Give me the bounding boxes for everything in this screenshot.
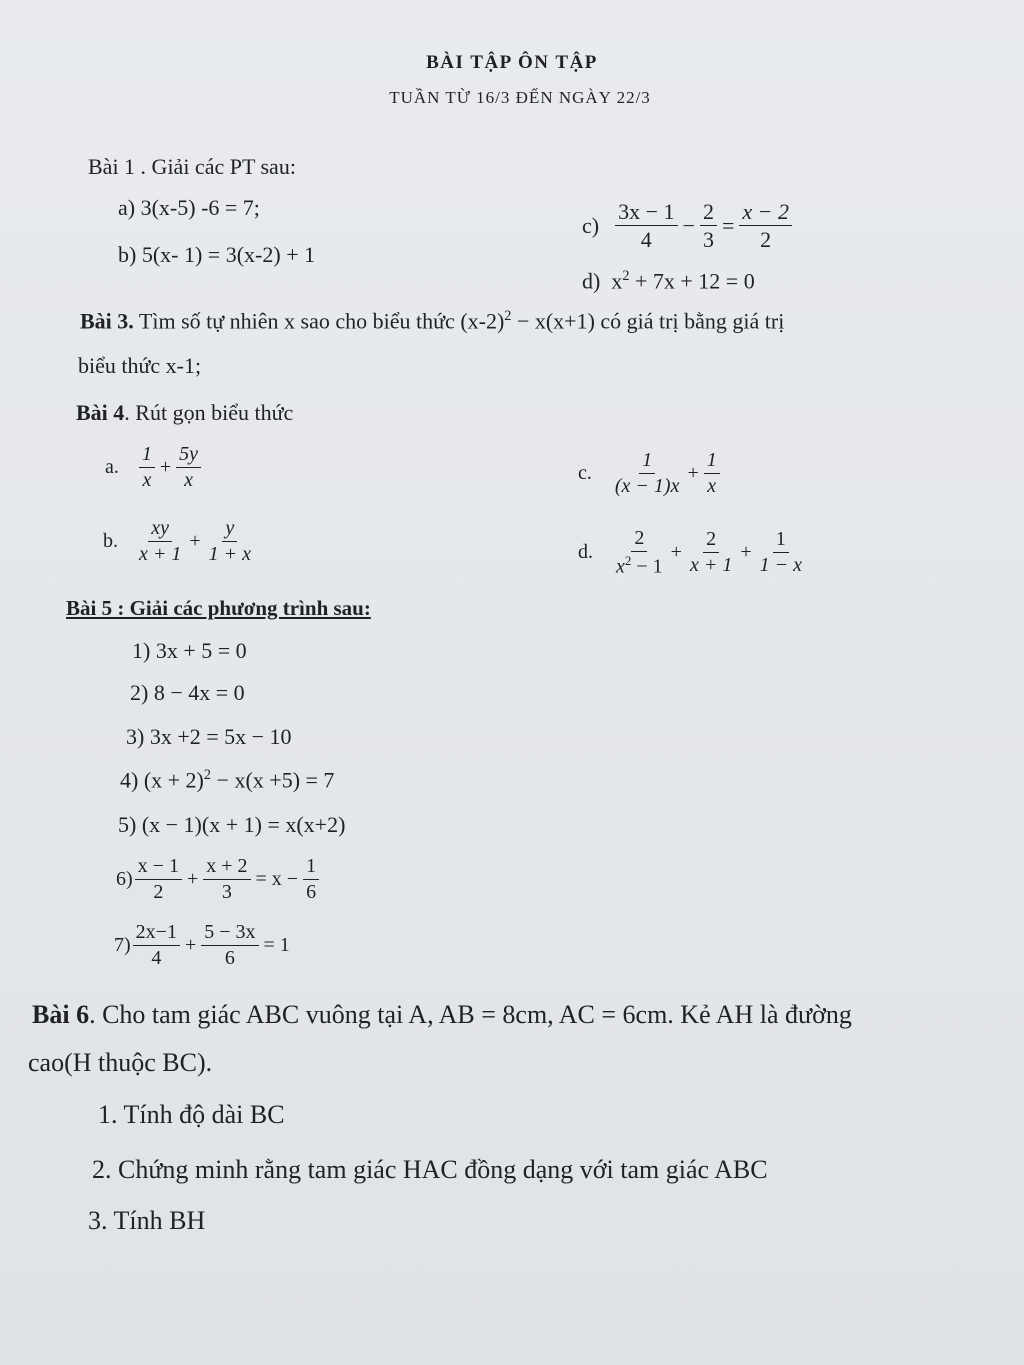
numerator: 1 (773, 529, 789, 553)
denominator: 3 (221, 881, 232, 903)
bai5-heading-text: Bài 5 : Giải các phương trình sau: (66, 596, 371, 620)
fraction (704, 450, 720, 497)
bai6-item-2: 2. Chứng minh rằng tam giác HAC đồng dạng với tam giác ABC (92, 1155, 768, 1184)
fraction (135, 856, 182, 903)
bai1-d-label: d) (582, 268, 601, 294)
fraction (687, 529, 735, 576)
bai5-eq6: 6) $\frac{x - 1}{2}$ + $\frac{x + 2}{3}$ = x − $\frac{1}{6}$ (116, 856, 321, 903)
numerator: 2 (700, 200, 717, 226)
bai4-a-label: a. (105, 456, 119, 478)
denominator: 6 (224, 947, 235, 969)
fraction (139, 444, 155, 491)
numerator: 2x−1 (133, 922, 180, 946)
fraction (176, 444, 201, 491)
bai1-b: b) 5(x- 1) = 3(x-2) + 1 (118, 242, 316, 267)
fraction (303, 856, 319, 903)
numerator: 1 (303, 856, 319, 880)
bai5-eq3: 3) 3x +2 = 5x − 10 (126, 724, 292, 749)
numerator: 1 (639, 450, 655, 474)
bai1-d-rest: + 7x + 12 = 0 (629, 268, 755, 294)
bai1-heading: Bài 1 . Giải các PT sau: (88, 154, 296, 179)
bai4-text: . Rút gọn biểu thức (124, 400, 294, 425)
fraction (136, 518, 184, 565)
bai1-d (582, 268, 755, 294)
bai3-text-a: Tìm số tự nhiên x sao cho biểu thức (x-2) (138, 308, 505, 334)
fraction (206, 518, 254, 565)
bai5-eq5: 5) (x − 1)(x + 1) = x(x+2) (118, 812, 346, 837)
bai6-line1 (32, 1000, 852, 1030)
exponent: 2 (504, 308, 512, 324)
denominator: 2 (760, 227, 772, 253)
exponent: 2 (203, 767, 212, 783)
denominator: x (707, 475, 717, 497)
fraction (133, 922, 180, 969)
bai4-c-label: c. (578, 462, 592, 484)
bai3-line1 (80, 308, 784, 334)
worksheet-subtitle: TUẦN TỪ 16/3 ĐẾN NGÀY 22/3 (389, 88, 651, 107)
numerator: 2 (703, 529, 719, 553)
bai6-text: . Cho tam giác ABC vuông tại A, AB = 8cm, AC = 6cm. Kẻ AH là đường (89, 1000, 852, 1029)
denominator: 6 (306, 881, 317, 903)
bai6-label: Bài 6 (32, 1000, 90, 1029)
denominator: 1 + x (208, 543, 252, 565)
bai1-d-base: x (611, 268, 623, 294)
fraction (700, 200, 717, 251)
numerator: 5y (176, 444, 201, 468)
bai4-c: c. $\frac{1}{(x - 1)x}$ + $\frac{1}{x}$ (578, 450, 722, 497)
bai4-a: a. $\frac{1}{x}$ + $\frac{5y}{x}$ (105, 444, 203, 491)
bai6-line2: cao(H thuộc BC). (28, 1048, 213, 1077)
bai5-eq4-a: 4) (x + 2) (120, 767, 204, 793)
bai5-eq6-mid: = x − (255, 868, 299, 890)
denominator (613, 552, 666, 578)
fraction (757, 529, 805, 576)
bai5-eq7-end: = 1 (263, 934, 290, 956)
denominator: (x − 1)x (614, 475, 680, 497)
denominator: x (142, 469, 152, 491)
numerator: 1 (704, 450, 720, 474)
exponent: 2 (624, 553, 632, 568)
exponent: 2 (622, 268, 630, 284)
denominator: x (184, 469, 194, 491)
denominator: 3 (702, 227, 714, 253)
fraction (615, 200, 677, 251)
denominator: 4 (151, 947, 162, 969)
bai4-d-label: d. (578, 541, 593, 564)
bai5-heading (66, 596, 371, 621)
bai5-eq2: 2) 8 − 4x = 0 (130, 680, 245, 705)
bai1-c-label: c) (582, 212, 600, 238)
denominator: 4 (640, 227, 652, 253)
denominator: 2 (153, 881, 164, 903)
numerator: x + 2 (203, 856, 250, 880)
denominator-base: x (616, 555, 625, 578)
fraction (201, 922, 258, 969)
numerator: x − 2 (739, 200, 792, 226)
numerator: 3x − 1 (615, 200, 677, 226)
numerator: 2 (631, 528, 647, 552)
bai6-item-1: 1. Tính độ dài BC (98, 1100, 285, 1129)
numerator: y (222, 518, 237, 542)
numerator: xy (148, 518, 172, 542)
numerator: 1 (139, 444, 155, 468)
worksheet-title: BÀI TẬP ÔN TẬP (426, 52, 598, 73)
bai1-c: c) $\frac{3x - 1}{4}$ − $\frac{2}{3}$ = $\frac{x - 2}{2}$ (582, 200, 794, 251)
bai3-line2: biểu thức x-1; (78, 353, 202, 378)
fraction (203, 856, 250, 903)
denominator: x + 1 (139, 543, 182, 565)
bai4-label: Bài 4 (76, 400, 125, 425)
denominator: x + 1 (689, 554, 733, 577)
bai6-item-3: 3. Tính BH (88, 1206, 206, 1235)
bai5-eq1: 1) 3x + 5 = 0 (132, 638, 247, 663)
bai4-b: b. $\frac{xy}{x + 1}$ + $\frac{y}{1 + x}$ (103, 518, 256, 565)
numerator: 5 − 3x (201, 922, 258, 946)
bai5-eq7-label: 7) (114, 934, 131, 956)
bai4-heading (76, 400, 293, 426)
numerator: x − 1 (135, 856, 182, 880)
bai3-text-b: − x(x+1) có giá trị bằng giá trị (511, 308, 785, 334)
bai5-eq4 (120, 767, 334, 793)
bai5-eq6-label: 6) (116, 868, 133, 890)
bai5-eq7: 7) $\frac{2x-1}{4}$ + $\frac{5 - 3x}{6}$ = 1 (114, 921, 290, 969)
denominator: 1 − x (759, 554, 802, 577)
bai4-b-label: b. (103, 530, 118, 552)
fraction (739, 200, 792, 251)
bai5-eq4-b: − x(x +5) = 7 (211, 767, 335, 793)
bai4-d: d. $\frac{2}{x^2 - 1}$ + $\frac{2}{x + 1}$ + $\frac{1}{1 - x}$ (578, 528, 807, 578)
denominator-rest: − 1 (631, 555, 663, 578)
fraction (612, 450, 683, 497)
bai1-a: a) 3(x-5) -6 = 7; (118, 195, 260, 220)
fraction (613, 528, 666, 578)
bai3-label: Bài 3. (80, 308, 134, 334)
